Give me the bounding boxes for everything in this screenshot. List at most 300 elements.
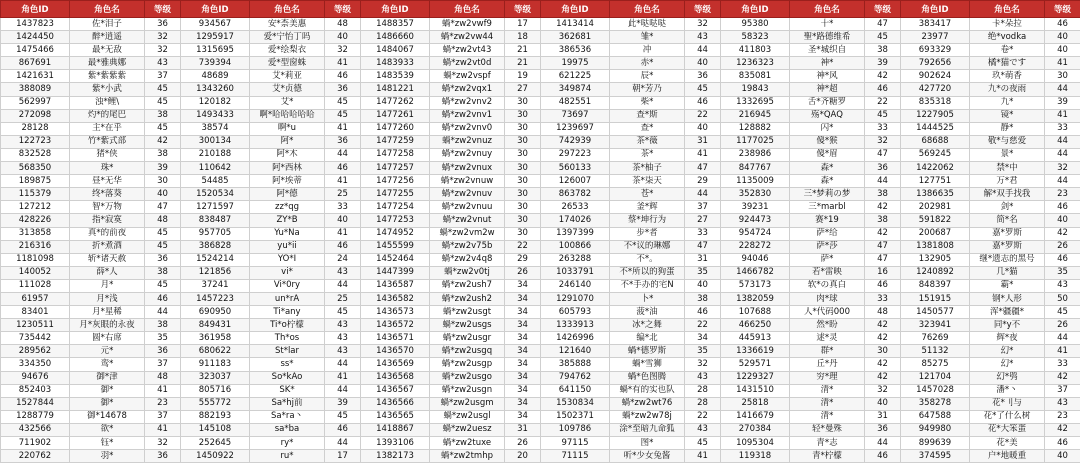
- cell-level: 42: [865, 371, 901, 384]
- cell-name: So*kAo: [250, 371, 325, 384]
- cell-name: 查*斯: [610, 109, 685, 122]
- cell-name: 雏*: [610, 31, 685, 44]
- cell-name: 珠*: [70, 162, 145, 175]
- cell-name: 蝸*zw2ush7: [430, 279, 505, 292]
- cell-level: 46: [325, 162, 361, 175]
- cell-id: 1381808: [901, 240, 970, 253]
- cell-name: 鸾*: [70, 358, 145, 371]
- cell-name: 辰*: [610, 70, 685, 83]
- cell-id: 1095304: [721, 437, 790, 450]
- cell-name: 蝸*zw2vt0d: [430, 57, 505, 70]
- cell-level: 18: [505, 31, 541, 44]
- cell-name: 猪*侠: [70, 148, 145, 161]
- cell-name: 九*: [970, 96, 1045, 109]
- cell-id: 119318: [721, 450, 790, 463]
- cell-id: 151915: [901, 292, 970, 305]
- cell-id: 899639: [901, 437, 970, 450]
- cell-id: 1418867: [361, 423, 430, 436]
- table-row: [1, 18, 1080, 31]
- cell-level: 39: [325, 397, 361, 410]
- cell-id: 76269: [901, 332, 970, 345]
- cell-name: ry*: [250, 437, 325, 450]
- column-header-id-4: 角色ID: [721, 1, 790, 18]
- cell-level: 41: [325, 371, 361, 384]
- cell-id: 1493433: [181, 109, 250, 122]
- column-header-level-2: 等级: [505, 1, 541, 18]
- cell-name: 蝸*zw2vnut: [430, 214, 505, 227]
- cell-id: 386536: [541, 44, 610, 57]
- cell-level: 22: [505, 240, 541, 253]
- cell-level: 44: [865, 175, 901, 188]
- cell-id: 313858: [1, 227, 70, 240]
- cell-name: 清*: [790, 410, 865, 423]
- cell-level: 21: [505, 57, 541, 70]
- cell-level: 45: [685, 83, 721, 96]
- cell-name: 蝸*zw2vnv1: [430, 109, 505, 122]
- cell-name: 绝*vodka: [970, 31, 1045, 44]
- cell-level: 37: [1045, 384, 1080, 397]
- cell-name: 蝸*zw2vqx1: [430, 83, 505, 96]
- cell-level: 30: [505, 96, 541, 109]
- cell-level: 45: [145, 227, 181, 240]
- cell-name: 安*柰美惠: [250, 18, 325, 31]
- cell-level: 37: [145, 70, 181, 83]
- cell-name: 艾*: [250, 96, 325, 109]
- cell-name: 灼*的尾巴: [70, 109, 145, 122]
- cell-id: 1397399: [541, 227, 610, 240]
- cell-id: 1229327: [721, 371, 790, 384]
- cell-id: 383417: [901, 18, 970, 31]
- cell-id: 1422062: [901, 162, 970, 175]
- cell-name: 欲*: [70, 423, 145, 436]
- cell-name: 听*少女兔酱: [610, 450, 685, 463]
- cell-name: YO*I: [250, 253, 325, 266]
- cell-name: 蝸*zw2w78j: [610, 410, 685, 423]
- cell-name: 嘉*罗斯: [970, 227, 1045, 240]
- cell-level: 50: [1045, 292, 1080, 305]
- cell-name: 涂*至暗九命狐: [610, 423, 685, 436]
- cell-id: 466250: [721, 319, 790, 332]
- cell-level: 39: [1045, 96, 1080, 109]
- cell-level: 44: [1045, 175, 1080, 188]
- cell-id: 690950: [181, 306, 250, 319]
- cell-level: 40: [865, 397, 901, 410]
- cell-name: 蝸*色图腾: [610, 371, 685, 384]
- cell-name: 萨*: [790, 253, 865, 266]
- cell-level: 40: [1045, 214, 1080, 227]
- cell-name: 爱*绘梨衣: [250, 44, 325, 57]
- cell-level: 43: [325, 332, 361, 345]
- cell-name: 蝸*zw2uesz: [430, 423, 505, 436]
- cell-level: 36: [865, 162, 901, 175]
- cell-id: 38574: [181, 122, 250, 135]
- cell-name: 菠*油: [610, 306, 685, 319]
- cell-name: 茶*柒天: [610, 175, 685, 188]
- table-row: [1, 162, 1080, 175]
- cell-level: 46: [1045, 253, 1080, 266]
- cell-name: 傻*眉: [790, 148, 865, 161]
- cell-name: 智*万物: [70, 201, 145, 214]
- cell-name: 蝸*zw2wt76: [610, 397, 685, 410]
- cell-level: 32: [145, 437, 181, 450]
- cell-level: 38: [145, 148, 181, 161]
- table-row: [1, 397, 1080, 410]
- cell-id: 432566: [1, 423, 70, 436]
- cell-id: 1230511: [1, 319, 70, 332]
- cell-id: 19975: [541, 57, 610, 70]
- cell-level: 41: [1045, 109, 1080, 122]
- cell-id: 847767: [721, 162, 790, 175]
- cell-level: 30: [505, 162, 541, 175]
- cell-level: 40: [325, 214, 361, 227]
- cell-id: 189875: [1, 175, 70, 188]
- cell-id: 1484067: [361, 44, 430, 57]
- cell-id: 1527844: [1, 397, 70, 410]
- cell-name: 蝸*zw2tuxe: [430, 437, 505, 450]
- cell-level: 46: [1045, 201, 1080, 214]
- cell-id: 1477253: [361, 214, 430, 227]
- cell-level: 45: [145, 96, 181, 109]
- cell-name: 阿*德: [250, 188, 325, 201]
- cell-name: 蝸*zw2usgs: [430, 319, 505, 332]
- cell-level: 47: [685, 240, 721, 253]
- cell-name: 蝸*zw2usgn: [430, 384, 505, 397]
- cell-level: 31: [505, 423, 541, 436]
- cell-name: 森*: [790, 175, 865, 188]
- cell-id: 1436568: [361, 371, 430, 384]
- cell-level: 34: [505, 306, 541, 319]
- cell-name: 蔡*坤行为: [610, 214, 685, 227]
- cell-name: 竹*紫式部: [70, 135, 145, 148]
- cell-name: 萨*莎: [790, 240, 865, 253]
- cell-level: 36: [865, 423, 901, 436]
- cell-name: 蝸*zw2v0tj: [430, 266, 505, 279]
- cell-name: 幻*: [970, 345, 1045, 358]
- cell-level: 33: [865, 122, 901, 135]
- cell-name: 苍*: [610, 188, 685, 201]
- cell-level: 43: [685, 31, 721, 44]
- cell-name: 若*雷映: [790, 266, 865, 279]
- cell-id: 1236323: [721, 57, 790, 70]
- cell-id: 805716: [181, 384, 250, 397]
- cell-name: 钢*人形: [970, 292, 1045, 305]
- cell-id: 19843: [721, 83, 790, 96]
- cell-name: 浊*鲤\: [70, 96, 145, 109]
- cell-id: 1336619: [721, 345, 790, 358]
- column-header-name-1: 角色名: [250, 1, 325, 18]
- cell-level: 41: [1045, 57, 1080, 70]
- cell-id: 97115: [541, 437, 610, 450]
- cell-level: 41: [685, 148, 721, 161]
- cell-id: 568350: [1, 162, 70, 175]
- cell-id: 1477256: [361, 175, 430, 188]
- cell-level: 30: [145, 175, 181, 188]
- table-row: [1, 135, 1080, 148]
- cell-name: 蝸*zw2usgt: [430, 306, 505, 319]
- cell-level: 34: [505, 384, 541, 397]
- cell-name: 花*大笨蛋: [970, 423, 1045, 436]
- cell-level: 47: [145, 201, 181, 214]
- cell-name: 同*y不: [970, 319, 1045, 332]
- cell-level: 47: [865, 148, 901, 161]
- cell-name: 蝸*zw2vnux: [430, 162, 505, 175]
- table-row: [1, 384, 1080, 397]
- cell-id: 1436571: [361, 332, 430, 345]
- cell-level: 30: [505, 227, 541, 240]
- table-row: [1, 148, 1080, 161]
- cell-id: 1386635: [901, 188, 970, 201]
- cell-name: 闪*: [790, 122, 865, 135]
- cell-name: 紫*小武: [70, 83, 145, 96]
- cell-level: 42: [865, 201, 901, 214]
- cell-id: 693329: [901, 44, 970, 57]
- cell-name: Yu*Na: [250, 227, 325, 240]
- cell-name: 蝸*zw2vt43: [430, 44, 505, 57]
- cell-name: 神*超: [790, 83, 865, 96]
- cell-level: 42: [1045, 423, 1080, 436]
- cell-level: 45: [865, 109, 901, 122]
- cell-name: Th*os: [250, 332, 325, 345]
- cell-id: 51132: [901, 345, 970, 358]
- cell-id: 252645: [181, 437, 250, 450]
- table-row: [1, 240, 1080, 253]
- table-row: [1, 266, 1080, 279]
- cell-level: 38: [145, 266, 181, 279]
- cell-name: 青*柠檬: [790, 450, 865, 463]
- cell-name: 人*代码000: [790, 306, 865, 319]
- cell-level: 33: [865, 292, 901, 305]
- cell-level: 37: [145, 410, 181, 423]
- cell-name: 不*手办的宅N: [610, 279, 685, 292]
- cell-id: 1271597: [181, 201, 250, 214]
- cell-level: 34: [505, 397, 541, 410]
- cell-id: 85275: [901, 358, 970, 371]
- cell-level: 33: [685, 227, 721, 240]
- cell-level: 47: [865, 253, 901, 266]
- cell-id: 1436565: [361, 410, 430, 423]
- table-row: [1, 345, 1080, 358]
- cell-level: 44: [325, 358, 361, 371]
- cell-name: 蝸*zw2vwf9: [430, 18, 505, 31]
- cell-name: 阿*木: [250, 148, 325, 161]
- cell-id: 25818: [721, 397, 790, 410]
- table-row: [1, 319, 1080, 332]
- cell-id: 1436570: [361, 345, 430, 358]
- cell-id: 107688: [721, 306, 790, 319]
- cell-level: 42: [145, 135, 181, 148]
- cell-id: 210188: [181, 148, 250, 161]
- cell-name: 不*。: [610, 253, 685, 266]
- column-header-name-5: 角色名: [970, 1, 1045, 18]
- cell-name: 辉*夜: [970, 332, 1045, 345]
- column-header-id-0: 角色ID: [1, 1, 70, 18]
- cell-id: 848397: [901, 279, 970, 292]
- cell-id: 323037: [181, 371, 250, 384]
- cell-name: 柴*: [610, 96, 685, 109]
- cell-level: 40: [685, 57, 721, 70]
- cell-level: 36: [145, 253, 181, 266]
- cell-id: 1452464: [361, 253, 430, 266]
- cell-id: 1240892: [901, 266, 970, 279]
- cell-level: 32: [325, 44, 361, 57]
- cell-level: 44: [685, 188, 721, 201]
- cell-id: 200687: [901, 227, 970, 240]
- cell-id: 132905: [901, 253, 970, 266]
- cell-level: 32: [145, 44, 181, 57]
- cell-level: 34: [505, 358, 541, 371]
- cell-level: 44: [325, 437, 361, 450]
- cell-name: 简*名: [970, 214, 1045, 227]
- cell-name: 爱*型窗蛛: [250, 57, 325, 70]
- cell-name: 指*寂寞: [70, 214, 145, 227]
- cell-level: 43: [685, 423, 721, 436]
- cell-id: 297223: [541, 148, 610, 161]
- cell-level: 46: [865, 279, 901, 292]
- cell-name: 艾*贞德: [250, 83, 325, 96]
- cell-level: 41: [145, 423, 181, 436]
- cell-id: 58323: [721, 31, 790, 44]
- cell-level: 42: [865, 227, 901, 240]
- cell-level: 45: [1045, 306, 1080, 319]
- cell-id: 1393106: [361, 437, 430, 450]
- cell-name: 卷*: [970, 44, 1045, 57]
- cell-name: SK*: [250, 384, 325, 397]
- cell-id: 246140: [541, 279, 610, 292]
- cell-name: 蝸*zw2tmhp: [430, 450, 505, 463]
- cell-level: 45: [865, 31, 901, 44]
- cell-id: 61957: [1, 292, 70, 305]
- cell-id: 641150: [541, 384, 610, 397]
- cell-level: 37: [145, 358, 181, 371]
- cell-name: 阿*西林: [250, 162, 325, 175]
- cell-level: 44: [1045, 83, 1080, 96]
- cell-level: 45: [325, 410, 361, 423]
- cell-level: 45: [325, 96, 361, 109]
- cell-level: 23: [1045, 188, 1080, 201]
- cell-level: 38: [145, 319, 181, 332]
- cell-level: 17: [325, 450, 361, 463]
- cell-level: 22: [685, 109, 721, 122]
- cell-level: 46: [685, 306, 721, 319]
- cell-id: 140052: [1, 266, 70, 279]
- table-row: [1, 332, 1080, 345]
- cell-name: 主*在乎: [70, 122, 145, 135]
- cell-id: 228272: [721, 240, 790, 253]
- cell-level: 45: [325, 109, 361, 122]
- cell-name: 敬*与慈爱: [970, 135, 1045, 148]
- cell-level: 43: [325, 345, 361, 358]
- cell-level: 45: [145, 240, 181, 253]
- cell-id: 1382173: [361, 450, 430, 463]
- cell-id: 1524214: [181, 253, 250, 266]
- cell-name: 图*: [610, 437, 685, 450]
- cell-level: 41: [685, 450, 721, 463]
- cell-level: 31: [685, 253, 721, 266]
- cell-level: 42: [865, 332, 901, 345]
- cell-id: 1450922: [181, 450, 250, 463]
- cell-level: 28: [685, 397, 721, 410]
- cell-name: 三*梦莉の梦: [790, 188, 865, 201]
- cell-name: Ti*any: [250, 306, 325, 319]
- cell-level: 32: [685, 18, 721, 31]
- cell-level: 30: [1045, 70, 1080, 83]
- cell-name: 赤*: [610, 57, 685, 70]
- cell-level: 42: [1045, 227, 1080, 240]
- cell-name: 醉*逍遥: [70, 31, 145, 44]
- cell-name: 清*: [790, 397, 865, 410]
- cell-level: 26: [1045, 319, 1080, 332]
- cell-id: 555772: [181, 397, 250, 410]
- table-row: [1, 423, 1080, 436]
- cell-name: 蝸*有的实也队: [610, 384, 685, 397]
- cell-level: 34: [685, 332, 721, 345]
- cell-name: 景*: [970, 148, 1045, 161]
- cell-level: 40: [325, 31, 361, 44]
- cell-id: 562997: [1, 96, 70, 109]
- cell-id: 37241: [181, 279, 250, 292]
- cell-id: 1486660: [361, 31, 430, 44]
- table-row: [1, 83, 1080, 96]
- cell-level: 32: [865, 135, 901, 148]
- table-row: [1, 306, 1080, 319]
- cell-id: 1436566: [361, 397, 430, 410]
- cell-id: 1481221: [361, 83, 430, 96]
- table-row: [1, 410, 1080, 423]
- cell-name: 花*刂与: [970, 397, 1045, 410]
- cell-id: 794762: [541, 371, 610, 384]
- cell-level: 44: [325, 384, 361, 397]
- cell-id: 374595: [901, 450, 970, 463]
- cell-id: 26533: [541, 201, 610, 214]
- cell-id: 1436569: [361, 358, 430, 371]
- cell-id: 1457223: [181, 292, 250, 305]
- cell-level: 30: [505, 201, 541, 214]
- table-row: [1, 214, 1080, 227]
- cell-level: 47: [865, 18, 901, 31]
- cell-name: 御*: [70, 397, 145, 410]
- cell-name: 茶*: [610, 148, 685, 161]
- table-row: [1, 122, 1080, 135]
- cell-name: 蝸*zw2ush2: [430, 292, 505, 305]
- cell-level: 46: [1045, 18, 1080, 31]
- cell-id: 529571: [721, 358, 790, 371]
- column-header-name-3: 角色名: [610, 1, 685, 18]
- cell-id: 1436573: [361, 306, 430, 319]
- cell-level: 17: [505, 18, 541, 31]
- cell-level: 22: [685, 410, 721, 423]
- cell-level: 41: [1045, 345, 1080, 358]
- cell-name: 圆*右席: [70, 332, 145, 345]
- cell-id: 216316: [1, 240, 70, 253]
- cell-id: 867691: [1, 57, 70, 70]
- cell-level: 42: [865, 319, 901, 332]
- cell-level: 38: [685, 292, 721, 305]
- cell-name: 清*: [790, 384, 865, 397]
- cell-level: 41: [325, 57, 361, 70]
- cell-id: 949980: [901, 423, 970, 436]
- cell-level: 34: [505, 371, 541, 384]
- cell-level: 24: [325, 253, 361, 266]
- cell-name: 剑*: [970, 201, 1045, 214]
- table-row: [1, 31, 1080, 44]
- cell-level: 42: [1045, 371, 1080, 384]
- cell-id: 95380: [721, 18, 790, 31]
- cell-id: 1436582: [361, 292, 430, 305]
- cell-level: 46: [685, 96, 721, 109]
- cell-name: 萨*给: [790, 227, 865, 240]
- cell-level: 36: [685, 70, 721, 83]
- cell-level: 45: [145, 83, 181, 96]
